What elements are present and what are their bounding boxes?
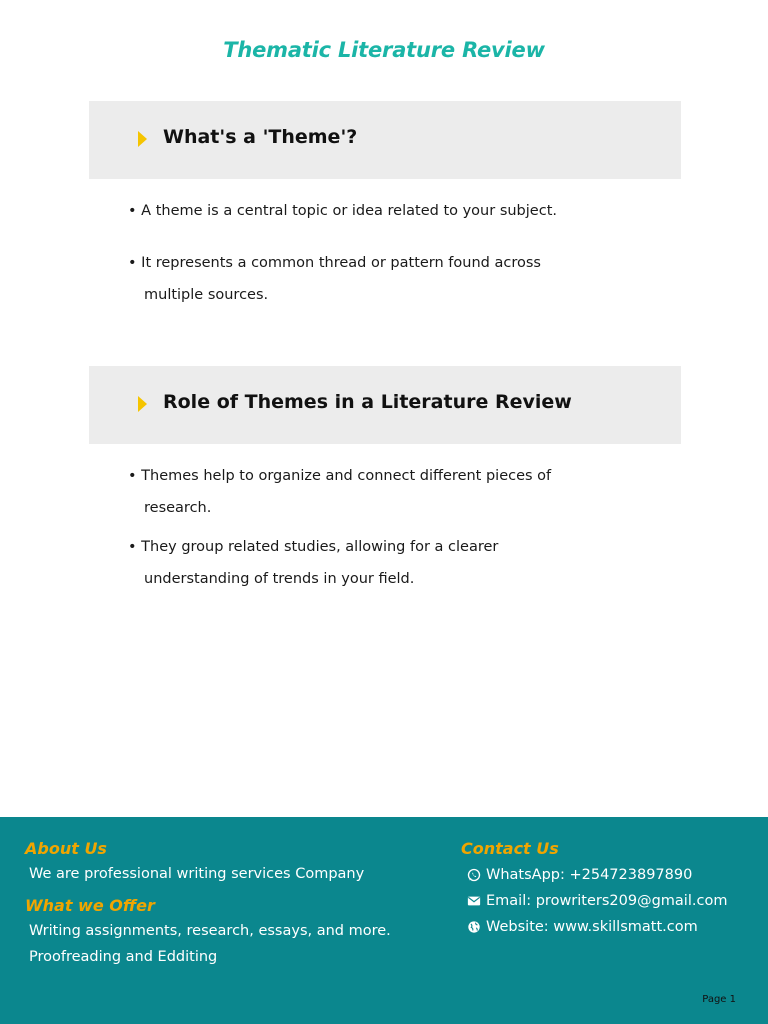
caret-right-icon [138, 396, 147, 412]
caret-right-icon [138, 131, 147, 147]
bullet-line: • They group related studies, allowing for a clearer [128, 539, 499, 555]
contact-website[interactable] [467, 917, 698, 937]
footer [0, 817, 768, 1024]
globe-icon [467, 920, 481, 934]
contact-text: Website: www.skillsmatt.com [486, 919, 698, 935]
offer-heading: What we Offer [25, 896, 155, 915]
envelope-icon [467, 894, 481, 908]
contact-heading: Contact Us [461, 839, 559, 858]
bullet-line: • A theme is a central topic or idea related to your subject. [128, 203, 557, 219]
contact-text: Email: prowriters209@gmail.com [486, 893, 728, 909]
list-item [128, 195, 588, 227]
page-number: Page 1 [702, 994, 736, 1005]
list-item [128, 531, 588, 595]
contact-email[interactable] [467, 891, 727, 911]
section-header-theme [89, 101, 681, 179]
bullet-line-continued: multiple sources. [144, 287, 269, 303]
offer-line: Proofreading and Edditing [29, 949, 218, 965]
bullet-line-continued: understanding of trends in your field. [144, 571, 415, 587]
bullet-line: • Themes help to organize and connect different pieces of [128, 468, 552, 484]
section-heading: What's a 'Theme'? [163, 126, 358, 148]
page-title: Thematic Literature Review [223, 38, 545, 62]
list-item [128, 460, 588, 524]
about-heading: About Us [25, 839, 107, 858]
section-header-role [89, 366, 681, 444]
bullet-line-continued: research. [144, 500, 212, 516]
contact-whatsapp[interactable] [467, 865, 692, 885]
whatsapp-icon [467, 868, 481, 882]
section-heading: Role of Themes in a Literature Review [163, 391, 572, 413]
bullet-line: • It represents a common thread or pattern found across [128, 255, 541, 271]
offer-line: Writing assignments, research, essays, and more. [29, 923, 391, 939]
contact-text: WhatsApp: +254723897890 [486, 867, 693, 883]
list-item [128, 247, 588, 311]
about-text: We are professional writing services Company [29, 866, 365, 882]
